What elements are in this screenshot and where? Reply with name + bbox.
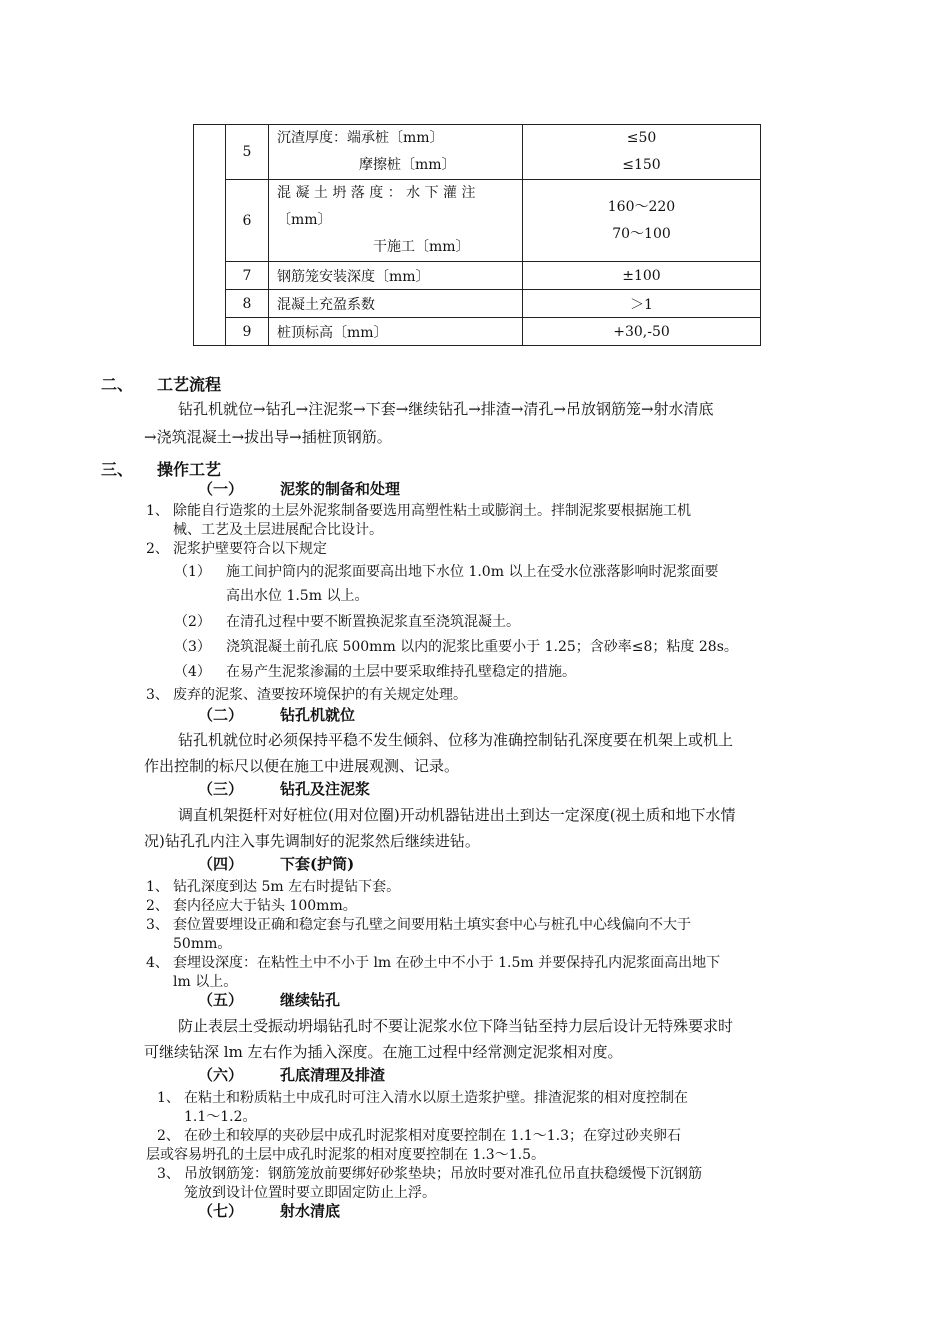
row-number: 8 (226, 290, 269, 318)
row-number: 5 (226, 125, 269, 180)
item-number: 1、 (146, 503, 169, 519)
item-text: 在砂土和较厚的夹砂层中成孔时泥浆相对度要控制在 1.1～1.3；在穿过砂夹卵石 (184, 1128, 681, 1144)
merged-cell (194, 125, 226, 346)
row-number: 7 (226, 262, 269, 290)
item-text: 摩擦桩〔mm〕 (359, 157, 456, 173)
item-text: 套位置要埋设正确和稳定套与孔壁之间要用粘土填实套中心与桩孔中心线偏向不大于 (173, 917, 691, 933)
value-cell (523, 180, 761, 262)
item-text: 吊放钢筋笼：钢筋笼放前要绑好砂浆垫块；吊放时要对准孔位吊直扶稳缓慢下沉钢筋 (184, 1166, 702, 1182)
value-cell (523, 125, 761, 180)
subsection-number: （一） (198, 480, 244, 498)
subsection-title: 钻孔及注泥浆 (280, 780, 371, 798)
value-text: ≤50 (626, 130, 657, 146)
item-text: 在易产生泥浆渗漏的土层中要采取维持孔壁稳定的措施。 (226, 664, 576, 680)
paragraph-line: 作出控制的标尺以便在施工中进展观测、记录。 (144, 757, 460, 775)
item-number: （3） (174, 639, 211, 655)
item-number: （2） (174, 614, 211, 630)
subsection-title: 钻孔机就位 (280, 706, 356, 724)
item-text: 械、工艺及土层进展配合比设计。 (173, 522, 383, 538)
paragraph-line: →浇筑混凝土→拔出导→插桩顶钢筋。 (144, 428, 392, 446)
item-text: 混 凝 土 坍 落 度 ： 水 下 灌 注 (277, 185, 476, 201)
item-cell: 钢筋笼安装深度〔mm〕 (269, 262, 523, 290)
item-cell: 桩顶标高〔mm〕 (269, 318, 523, 346)
item-text: 50mm。 (173, 936, 232, 952)
item-text: 套埋设深度：在粘性土中不小于 lm 在砂土中不小于 1.5m 并要保持孔内泥浆面高出地下 (173, 955, 721, 971)
item-text: 钻孔深度到达 5m 左右时提钻下套。 (173, 879, 401, 895)
subsection-title: 孔底清理及排渣 (280, 1066, 386, 1084)
item-number: 2、 (146, 898, 169, 914)
subsection-number: （五） (198, 991, 244, 1009)
item-number: （1） (174, 564, 211, 580)
item-text: 沉渣厚度：端承桩〔mm〕 (277, 130, 444, 146)
paragraph-line: 防止表层土受振动坍塌钻孔时不要让泥浆水位下降当钻至持力层后设计无特殊要求时 (178, 1017, 734, 1035)
item-text: 层或容易坍孔的土层中成孔时泥浆的相对度要控制在 1.3～1.5。 (146, 1147, 545, 1163)
table-row (194, 318, 761, 346)
value-text: 160～220 (607, 198, 676, 215)
item-text: 干施工〔mm〕 (373, 239, 470, 255)
item-number: 2、 (157, 1128, 180, 1144)
value-cell: +30,-50 (523, 318, 761, 346)
item-cell (269, 180, 523, 262)
item-number: 3、 (157, 1166, 180, 1182)
item-text: 泥浆护壁要符合以下规定 (173, 541, 327, 557)
subsection-title: 继续钻孔 (280, 991, 341, 1009)
paragraph-line: 钻孔机就位→钻孔→注泥浆→下套→继续钻孔→排渣→清孔→吊放钢筋笼→射水清底 (178, 400, 714, 418)
section-title: 操作工艺 (157, 460, 222, 479)
item-text: 在粘土和粉质粘土中成孔时可注入清水以原土造浆护壁。排渣泥浆的相对度控制在 (184, 1090, 688, 1106)
table-row (194, 180, 761, 262)
item-cell: 混凝土充盈系数 (269, 290, 523, 318)
subsection-title: 下套(护筒) (280, 855, 355, 873)
item-number: 3、 (146, 917, 169, 933)
table-row (194, 290, 761, 318)
section-number: 三、 (101, 460, 134, 479)
item-text: 浇筑混凝土前孔底 500mm 以内的泥浆比重要小于 1.25；含砂率≤8；粘度 28s。 (226, 639, 738, 655)
value-cell: ±100 (523, 262, 761, 290)
paragraph-line: 钻孔机就位时必须保持平稳不发生倾斜、位移为准确控制钻孔深度要在机架上或机上 (178, 731, 734, 749)
value-text: 70～100 (612, 225, 671, 242)
subsection-title: 泥浆的制备和处理 (280, 480, 401, 498)
item-text: 套内径应大于钻头 100mm。 (173, 898, 357, 914)
row-number: 9 (226, 318, 269, 346)
value-cell: ＞1 (523, 290, 761, 318)
item-text: 笼放到设计位置时要立即固定防止上浮。 (184, 1185, 436, 1201)
subsection-number: （二） (198, 706, 244, 724)
item-number: 1、 (157, 1090, 180, 1106)
section-number: 二、 (101, 375, 134, 394)
spec-table (193, 124, 761, 346)
table-row (194, 262, 761, 290)
subsection-number: （三） (198, 780, 244, 798)
paragraph-line: 况)钻孔孔内注入事先调制好的泥浆然后继续进钻。 (144, 832, 480, 850)
item-number: 1、 (146, 879, 169, 895)
item-text: 施工间护筒内的泥浆面要高出地下水位 1.0m 以上在受水位涨落影响时泥浆面要 (226, 564, 719, 580)
item-number: （4） (174, 664, 211, 680)
item-number: 4、 (146, 955, 169, 971)
section-title: 工艺流程 (157, 375, 222, 394)
row-number: 6 (226, 180, 269, 262)
item-text: 〔mm〕 (277, 212, 332, 228)
paragraph-line: 可继续钻深 lm 左右作为插入深度。在施工过程中经常测定泥浆相对度。 (144, 1043, 623, 1061)
subsection-title: 射水清底 (280, 1202, 341, 1220)
item-number: 2、 (146, 541, 169, 557)
item-text: 废弃的泥浆、渣要按环境保护的有关规定处理。 (173, 687, 467, 703)
item-text: lm 以上。 (173, 974, 238, 990)
item-number: 3、 (146, 687, 169, 703)
item-text: 除能自行造浆的土层外泥浆制备要选用高塑性粘土或膨润土。拌制泥浆要根据施工机 (173, 503, 691, 519)
subsection-number: （四） (198, 855, 244, 873)
item-text: 1.1～1.2。 (184, 1109, 257, 1125)
item-cell (269, 125, 523, 180)
paragraph-line: 调直机架挺杆对好桩位(用对位圈)开动机器钻进出土到达一定深度(视土质和地下水情 (178, 806, 736, 824)
value-text: ≤150 (622, 157, 661, 173)
item-text: 高出水位 1.5m 以上。 (226, 588, 369, 604)
table-row (194, 125, 761, 180)
item-text: 在清孔过程中要不断置换泥浆直至浇筑混凝土。 (226, 614, 520, 630)
subsection-number: （七） (198, 1202, 244, 1220)
subsection-number: （六） (198, 1066, 244, 1084)
